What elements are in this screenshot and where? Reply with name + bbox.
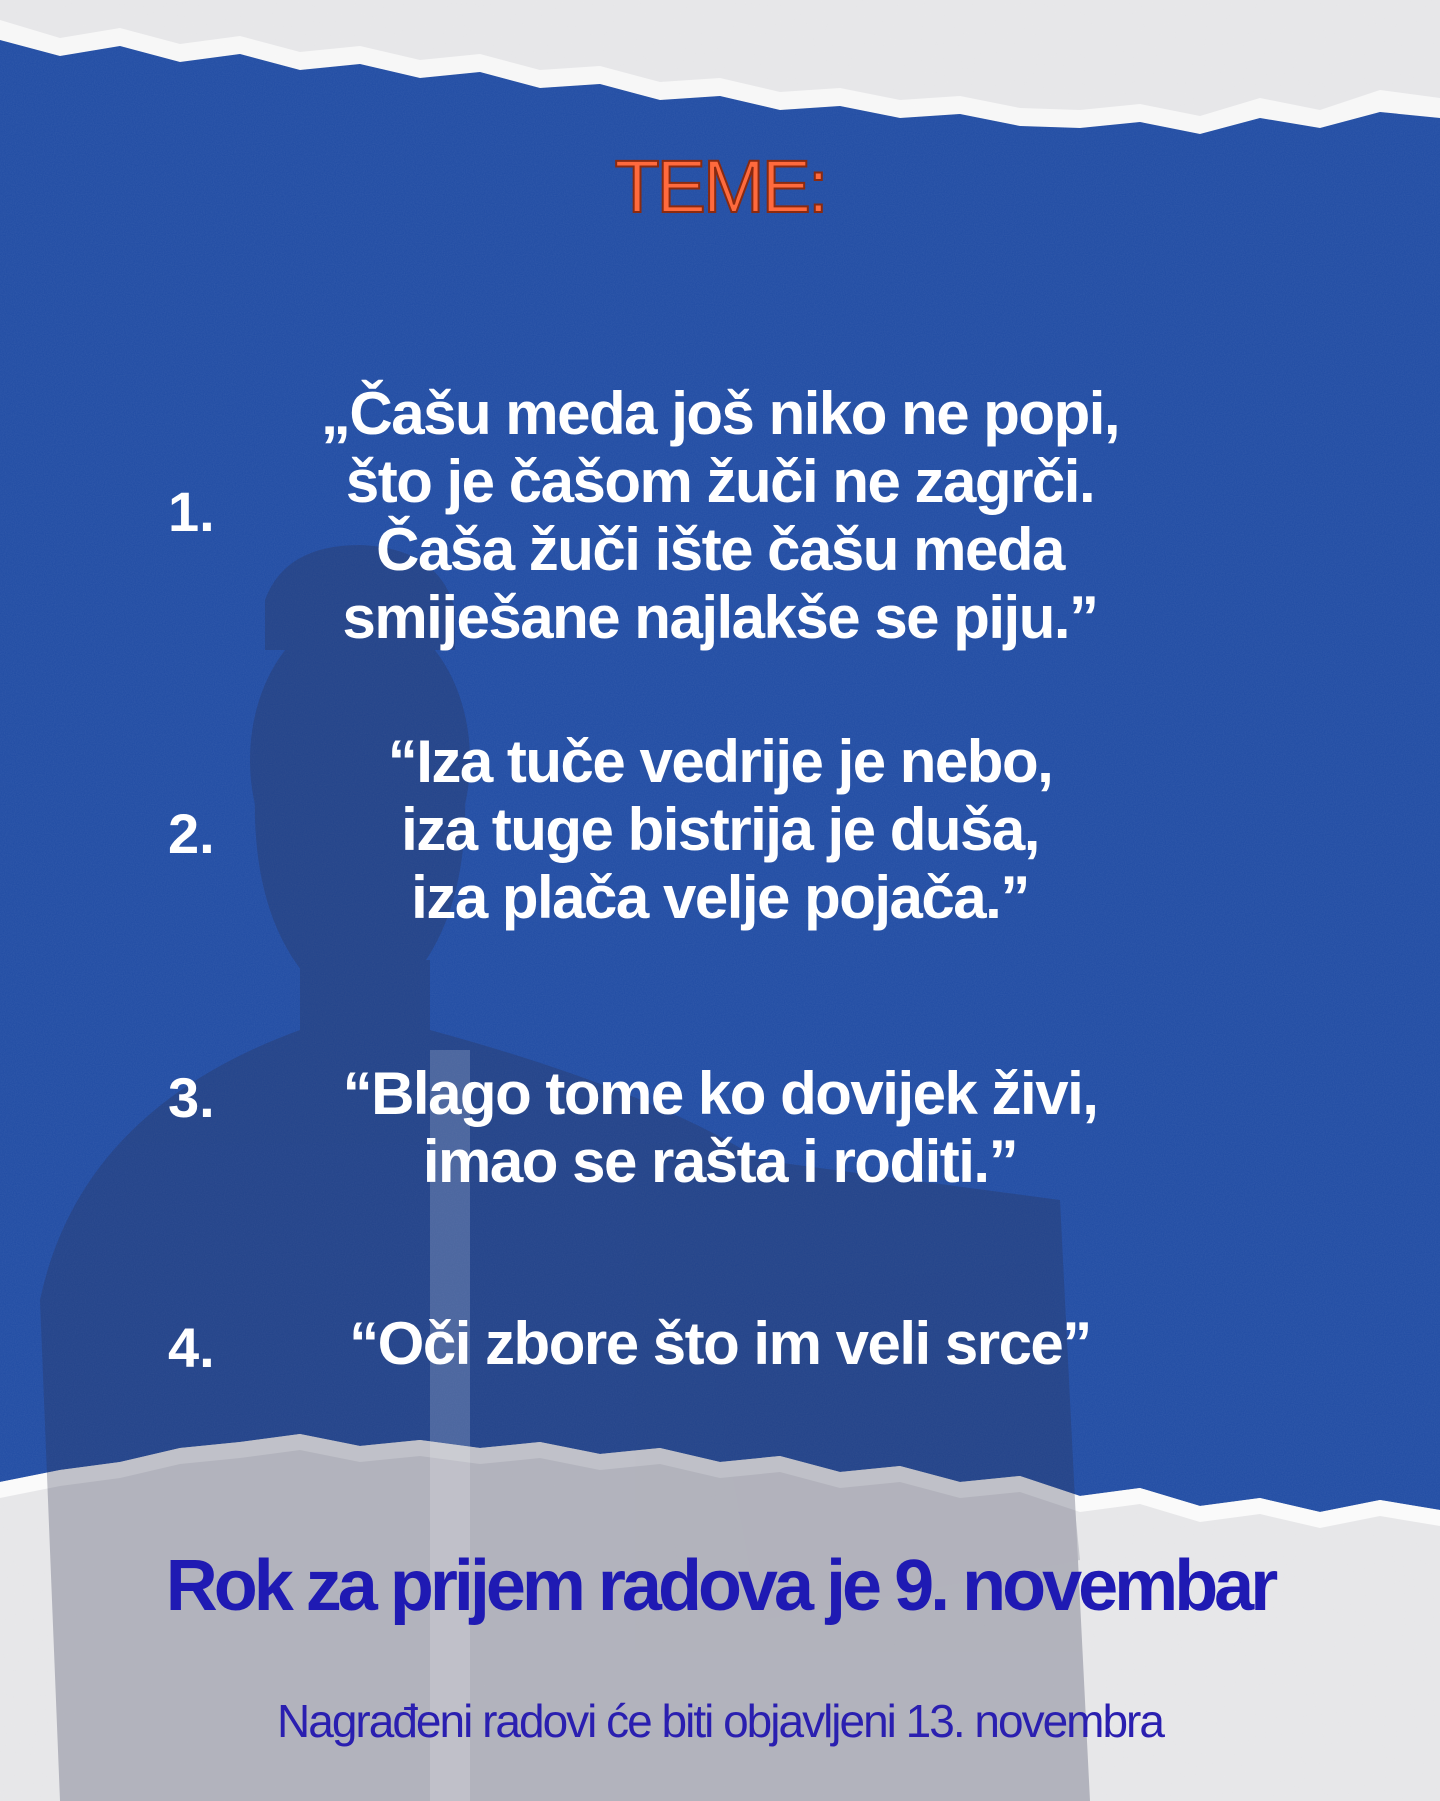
theme-quote xyxy=(220,380,1220,652)
theme-number: 1. xyxy=(168,480,215,543)
theme-quote xyxy=(220,728,1220,932)
quote-line: „Čašu meda još niko ne popi, xyxy=(320,380,1120,447)
theme-number: 2. xyxy=(168,802,215,865)
quote-line: “Oči zbore što im veli srce” xyxy=(349,1310,1091,1377)
quote-line: što je čašom žuči ne zagrči. xyxy=(345,448,1095,515)
quote-line: smiješane najlakše se piju.” xyxy=(342,584,1098,651)
deadline-text: Rok za prijem radova je 9. novembar xyxy=(165,1546,1275,1626)
quote-line: “Iza tuče vedrije je nebo, xyxy=(387,728,1053,795)
theme-number: 4. xyxy=(168,1316,215,1379)
quote-line: Čaša žuči ište čašu meda xyxy=(376,516,1064,583)
theme-quote xyxy=(220,1060,1220,1196)
results-announcement: Nagrađeni radovi će biti objavljeni 13. novembra xyxy=(277,1695,1163,1747)
quote-line: imao se rašta i roditi.” xyxy=(422,1128,1018,1195)
theme-number: 3. xyxy=(168,1066,215,1129)
quote-line: iza plača velje pojača.” xyxy=(411,864,1029,931)
quote-line: “Blago tome ko dovijek živi, xyxy=(342,1060,1098,1127)
quote-line: iza tuge bistrija je duša, xyxy=(401,796,1039,863)
page-title: TEME: xyxy=(614,145,826,228)
theme-quote xyxy=(220,1310,1220,1378)
